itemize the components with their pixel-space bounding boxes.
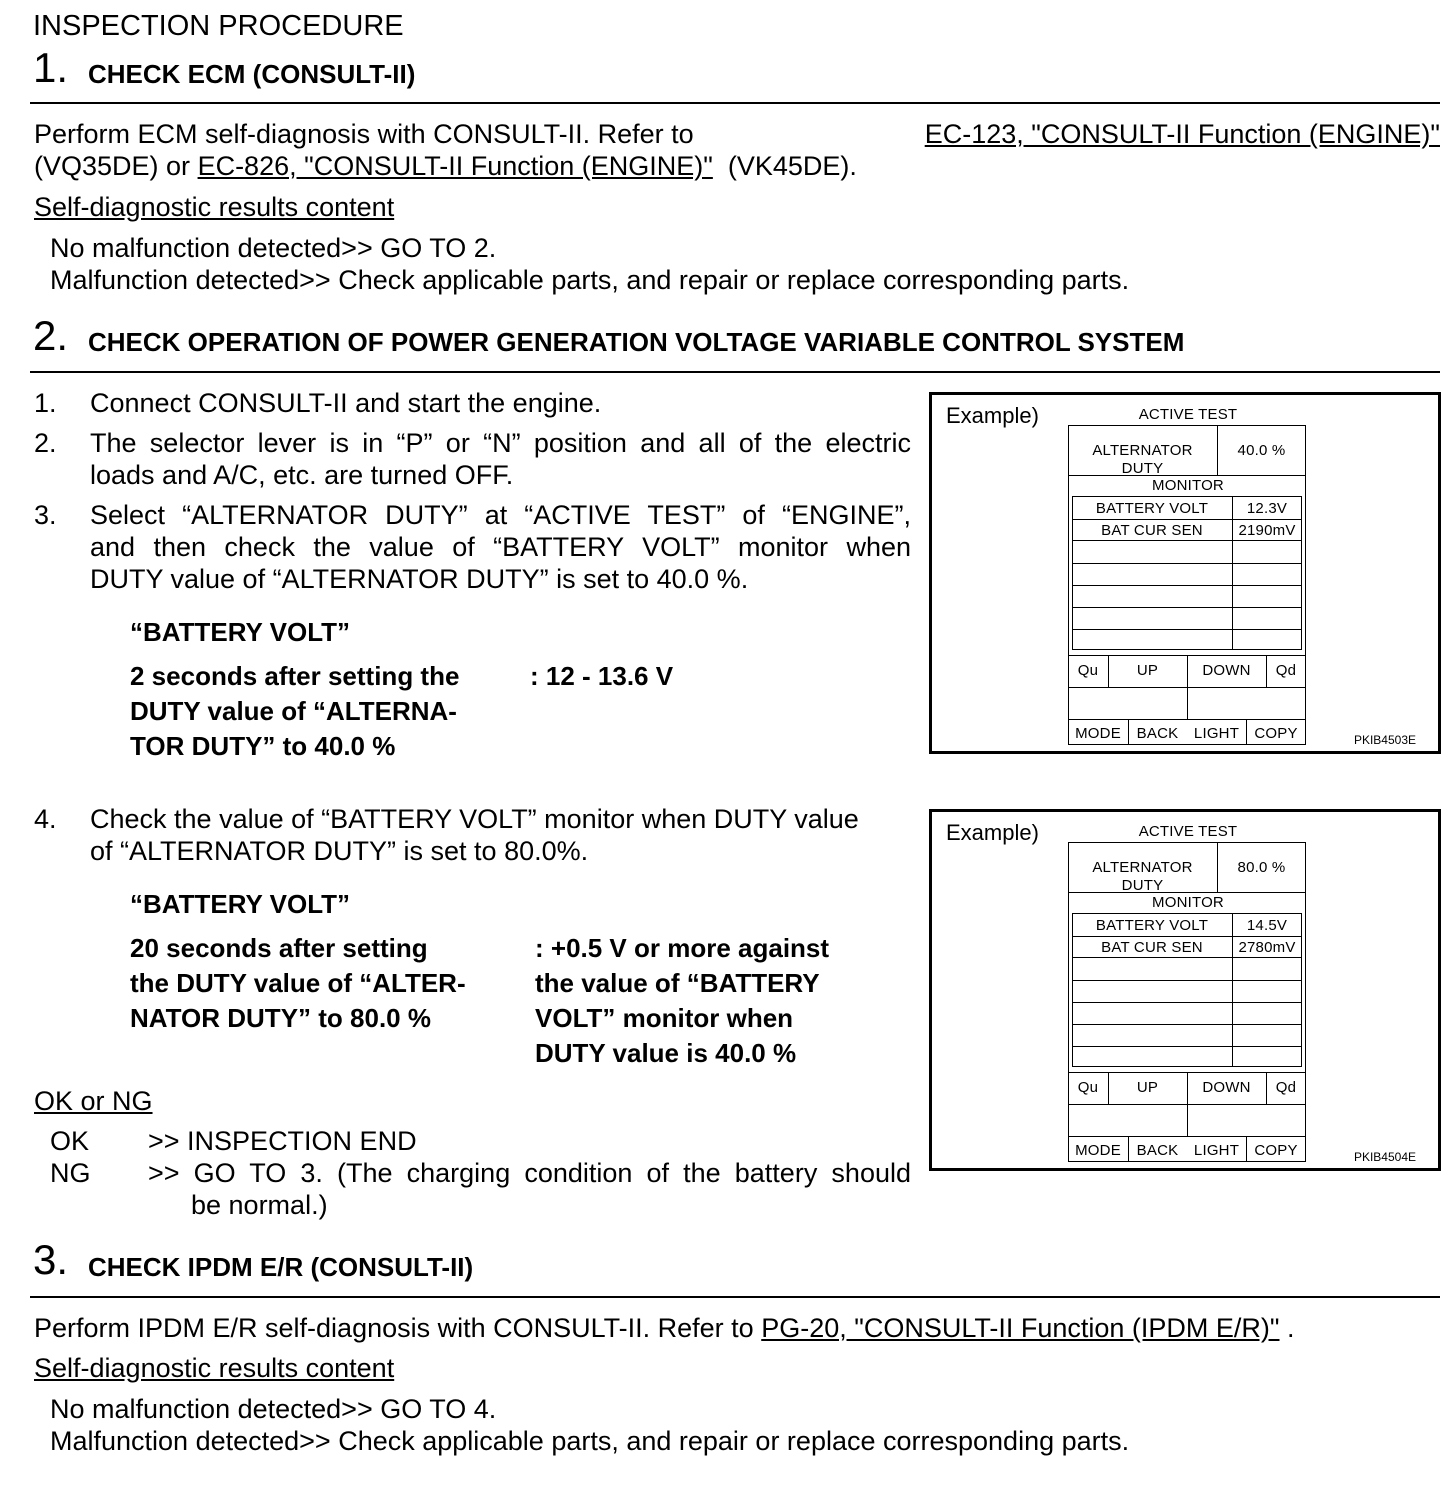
step-3-paragraph — [34, 1312, 1295, 1344]
list-item-number: 1. — [34, 388, 57, 418]
down-button: DOWN — [1202, 1079, 1251, 1096]
spec-1-condition: 2 seconds after setting the — [130, 661, 460, 691]
example-screen-2 — [929, 809, 1441, 1171]
ng-label: NG — [50, 1158, 91, 1188]
ok-label: OK — [50, 1126, 90, 1156]
alternator-duty-value: 80.0 % — [1237, 859, 1286, 876]
back-button: BACK — [1136, 725, 1179, 742]
ec-826-link[interactable]: EC-826, "CONSULT-II Function (ENGINE)" — [197, 151, 713, 181]
step-1-heading: CHECK ECM (CONSULT-II) — [88, 59, 416, 89]
example-label: Example) — [946, 403, 1039, 428]
ng-result: be normal.) — [191, 1190, 328, 1220]
copy-button: COPY — [1254, 1142, 1298, 1159]
result-malfunction: Malfunction detected>> Check applicable parts, and repair or replace corresponding parts. — [50, 1426, 1130, 1456]
monitor-label: MONITOR — [1152, 894, 1224, 911]
bat-cur-sen-value: 2780mV — [1238, 939, 1296, 956]
ok-ng-heading: OK or NG — [34, 1086, 153, 1116]
up-button: UP — [1136, 1079, 1159, 1096]
battery-volt-value: 14.5V — [1246, 917, 1288, 934]
active-test-label: ACTIVE TEST — [1138, 823, 1238, 840]
spec-1-value: : 12 - 13.6 V — [530, 661, 674, 691]
example-screen-1 — [929, 392, 1441, 754]
paragraph-text: (VK45DE). — [727, 151, 857, 181]
figure-id: PKIB4503E — [1353, 733, 1416, 747]
battery-volt-label: BATTERY VOLT — [1095, 917, 1209, 934]
active-test-label: ACTIVE TEST — [1138, 406, 1238, 423]
step-1-number: 1. — [33, 44, 69, 91]
paragraph-text: Perform ECM self-diagnosis with CONSULT-II. Refer to — [34, 119, 694, 149]
figure-id: PKIB4504E — [1353, 1150, 1416, 1164]
battery-volt-value: 12.3V — [1246, 500, 1288, 517]
spec-1-condition: DUTY value of “ALTERNA- — [130, 696, 457, 726]
divider — [30, 102, 1440, 104]
example-label: Example) — [946, 820, 1039, 845]
alternator-duty-label: ALTERNATOR DUTY — [1092, 442, 1193, 477]
spec-2-title: “BATTERY VOLT” — [130, 889, 351, 919]
paragraph-text: (VQ35DE) or — [34, 151, 191, 181]
results-heading: Self-diagnostic results content — [34, 192, 395, 222]
qu-button: Qu — [1077, 662, 1099, 679]
ec-123-link[interactable]: EC-123, "CONSULT-II Function (ENGINE)" — [924, 119, 1440, 149]
up-button: UP — [1136, 662, 1159, 679]
paragraph-text: . — [1287, 1313, 1295, 1343]
list-item-text: Connect CONSULT-II and start the engine. — [90, 388, 602, 418]
step-2-heading: CHECK OPERATION OF POWER GENERATION VOLTAGE VARIABLE CONTROL SYSTEM — [88, 327, 1185, 357]
page-title: INSPECTION PROCEDURE — [33, 10, 404, 42]
pg-20-link[interactable]: PG-20, "CONSULT-II Function (IPDM E/R)" — [761, 1313, 1280, 1343]
bat-cur-sen-label: BAT CUR SEN — [1101, 522, 1203, 539]
result-no-malfunction: No malfunction detected>> GO TO 2. — [50, 233, 497, 263]
step-1-paragraph-line-2 — [34, 150, 857, 182]
light-button: LIGHT — [1193, 1142, 1240, 1159]
list-item-text: of “ALTERNATOR DUTY” is set to 80.0%. — [90, 836, 589, 866]
spec-1-condition: TOR DUTY” to 40.0 % — [130, 731, 396, 761]
result-malfunction: Malfunction detected>> Check applicable parts, and repair or replace corresponding parts. — [50, 265, 1130, 295]
paragraph-text: Perform IPDM E/R self-diagnosis with CONSULT-II. Refer to — [34, 1313, 754, 1343]
list-item-text: and then check the value of “BATTERY VOLT” monitor when — [90, 532, 911, 562]
ok-result: >> INSPECTION END — [148, 1126, 417, 1156]
spec-2-value: DUTY value is 40.0 % — [535, 1038, 797, 1068]
spec-2-value: : +0.5 V or more against — [535, 933, 830, 963]
list-item-number: 2. — [34, 428, 57, 458]
qu-button: Qu — [1077, 1079, 1099, 1096]
results-heading: Self-diagnostic results content — [34, 1353, 395, 1383]
step-2-number: 2. — [33, 312, 69, 359]
bat-cur-sen-value: 2190mV — [1238, 522, 1296, 539]
back-button: BACK — [1136, 1142, 1179, 1159]
divider — [30, 1296, 1440, 1298]
spec-2-condition: the DUTY value of “ALTER- — [130, 968, 466, 998]
mode-button: MODE — [1075, 1142, 1121, 1159]
list-item-text: loads and A/C, etc. are turned OFF. — [90, 460, 514, 490]
list-item-text: The selector lever is in “P” or “N” position and all of the electric — [90, 428, 911, 458]
light-button: LIGHT — [1193, 725, 1240, 742]
step-3-heading: CHECK IPDM E/R (CONSULT-II) — [88, 1252, 474, 1282]
result-no-malfunction: No malfunction detected>> GO TO 4. — [50, 1394, 497, 1424]
alternator-duty-value: 40.0 % — [1237, 442, 1286, 459]
qd-button: Qd — [1275, 1079, 1297, 1096]
list-item-text: Check the value of “BATTERY VOLT” monitor when DUTY value — [90, 804, 859, 834]
down-button: DOWN — [1202, 662, 1251, 679]
list-item-number: 4. — [34, 804, 57, 834]
bat-cur-sen-label: BAT CUR SEN — [1101, 939, 1203, 956]
list-item-number: 3. — [34, 500, 57, 530]
alternator-duty-label: ALTERNATOR DUTY — [1092, 859, 1193, 894]
step-1-paragraph-line-1 — [34, 118, 1440, 150]
battery-volt-label: BATTERY VOLT — [1095, 500, 1209, 517]
spec-1-title: “BATTERY VOLT” — [130, 617, 351, 647]
list-item-text: DUTY value of “ALTERNATOR DUTY” is set to 40.0 %. — [90, 564, 749, 594]
step-3-number: 3. — [33, 1236, 69, 1283]
qd-button: Qd — [1275, 662, 1297, 679]
list-item-text: Select “ALTERNATOR DUTY” at “ACTIVE TEST” of “ENGINE”, — [90, 500, 911, 530]
divider — [30, 371, 1440, 373]
ng-result: >> GO TO 3. (The charging condition of the battery should — [148, 1158, 911, 1188]
mode-button: MODE — [1075, 725, 1121, 742]
spec-2-condition: 20 seconds after setting — [130, 933, 428, 963]
spec-2-value: the value of “BATTERY — [535, 968, 820, 998]
spec-2-condition: NATOR DUTY” to 80.0 % — [130, 1003, 431, 1033]
copy-button: COPY — [1254, 725, 1298, 742]
monitor-label: MONITOR — [1152, 477, 1224, 494]
spec-2-value: VOLT” monitor when — [535, 1003, 794, 1033]
